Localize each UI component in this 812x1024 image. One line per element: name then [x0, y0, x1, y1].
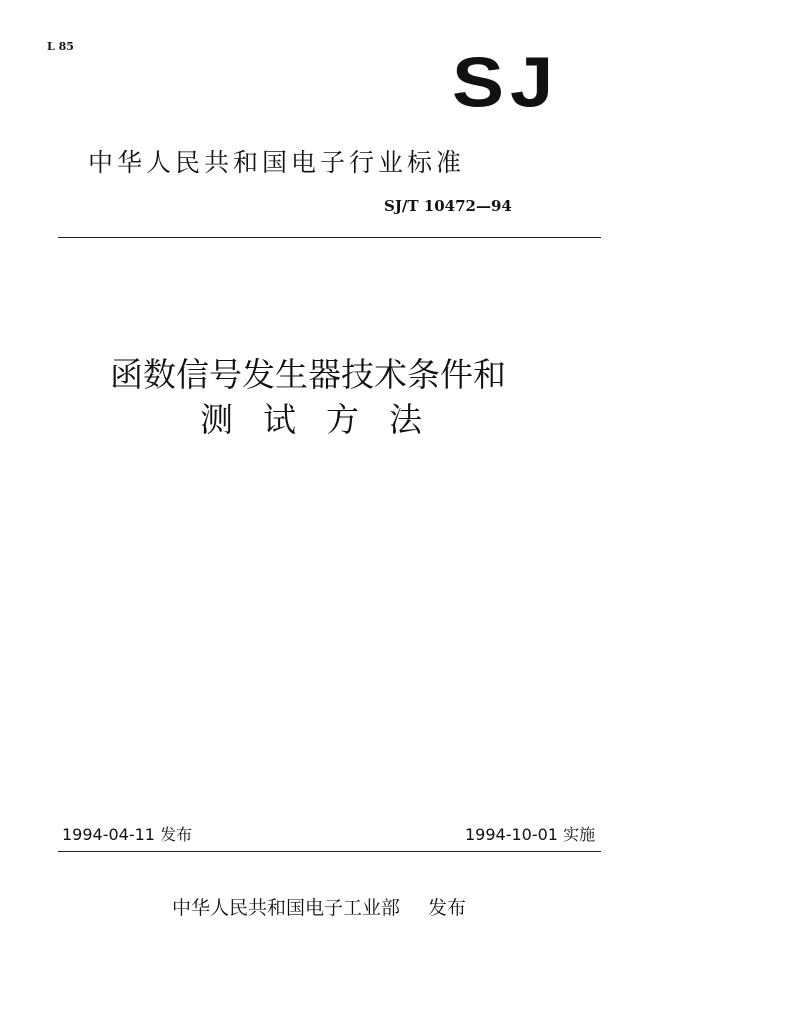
classification-code: L 85 — [47, 40, 74, 53]
top-divider — [58, 237, 601, 238]
issuer-heading: 中华人民共和国电子行业标准 — [88, 148, 466, 177]
sj-logo: SJ — [452, 42, 560, 122]
bottom-divider — [58, 851, 601, 852]
document-title-line-1: 函数信号发生器技术条件和 — [110, 355, 506, 394]
standard-number: SJ/T 10472—94 — [384, 197, 512, 215]
publisher-line — [172, 893, 466, 920]
document-title-line-2: 测试方法 — [200, 400, 452, 439]
publisher-action: 发布 — [428, 897, 467, 919]
effective-date: 1994-10-01 实施 — [465, 825, 596, 844]
publisher-name: 中华人民共和国电子工业部 — [172, 897, 401, 919]
issue-date: 1994-04-11 发布 — [62, 825, 193, 844]
